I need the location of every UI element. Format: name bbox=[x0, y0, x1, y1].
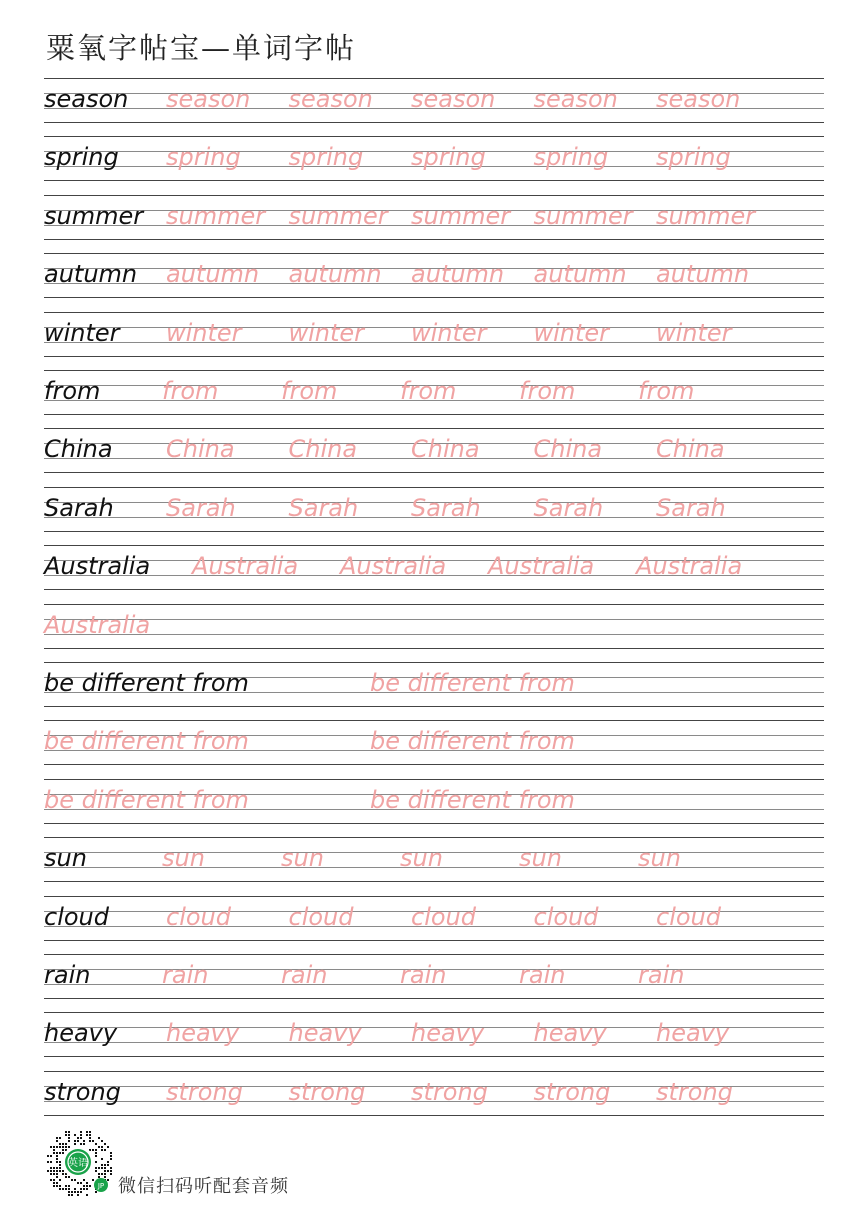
qr-dot bbox=[101, 1173, 103, 1175]
trace-word: autumn bbox=[533, 260, 627, 289]
page-title: 粟氧字帖宝—单词字帖 bbox=[46, 31, 357, 65]
trace-word: cloud bbox=[411, 902, 476, 931]
qr-dot bbox=[56, 1161, 58, 1163]
qr-dot bbox=[89, 1140, 91, 1142]
model-word: rain bbox=[44, 961, 91, 989]
qr-dot bbox=[107, 1170, 109, 1172]
qr-dot bbox=[101, 1149, 103, 1151]
qr-dot bbox=[98, 1146, 100, 1148]
guide-line bbox=[44, 180, 824, 181]
qr-dot bbox=[98, 1176, 100, 1178]
qr-dot bbox=[50, 1167, 52, 1169]
qr-dot bbox=[62, 1143, 64, 1145]
trace-word: Sarah bbox=[288, 493, 359, 522]
trace-word: season bbox=[411, 85, 496, 113]
qr-dot bbox=[56, 1155, 58, 1157]
qr-dot bbox=[62, 1173, 64, 1175]
trace-word: rain bbox=[638, 961, 685, 989]
model-word: spring bbox=[44, 143, 119, 172]
qr-dot bbox=[104, 1170, 106, 1172]
qr-dot bbox=[50, 1170, 52, 1172]
trace-word: summer bbox=[656, 201, 756, 230]
qr-dot bbox=[80, 1191, 82, 1193]
practice-row bbox=[0, 487, 868, 533]
model-word: summer bbox=[44, 201, 144, 230]
qr-dot bbox=[95, 1170, 97, 1172]
trace-word: winter bbox=[656, 318, 732, 347]
qr-dot bbox=[89, 1185, 91, 1187]
qr-dot bbox=[53, 1149, 55, 1151]
guide-line bbox=[44, 604, 824, 605]
qr-dot bbox=[65, 1188, 67, 1190]
trace-word: China bbox=[288, 435, 358, 464]
guide-line bbox=[44, 619, 824, 620]
qr-dot bbox=[62, 1188, 64, 1190]
guide-line bbox=[44, 414, 824, 415]
qr-dot bbox=[62, 1170, 64, 1172]
qr-dot bbox=[104, 1173, 106, 1175]
guide-line bbox=[44, 428, 824, 429]
qr-dot bbox=[77, 1191, 79, 1193]
trace-word: season bbox=[533, 85, 618, 113]
qr-dot bbox=[104, 1164, 106, 1166]
qr-dot bbox=[71, 1194, 73, 1196]
trace-word: heavy bbox=[656, 1019, 730, 1048]
qr-dot bbox=[110, 1173, 112, 1175]
trace-word: winter bbox=[166, 318, 242, 347]
qr-dot bbox=[107, 1146, 109, 1148]
trace-word: summer bbox=[288, 201, 388, 230]
trace-word: sun bbox=[281, 844, 324, 873]
qr-dot bbox=[74, 1188, 76, 1190]
practice-row bbox=[0, 1012, 868, 1058]
trace-word: China bbox=[533, 435, 603, 464]
trace-word: rain bbox=[281, 961, 328, 989]
qr-dot bbox=[74, 1134, 76, 1136]
qr-dot bbox=[65, 1143, 67, 1145]
trace-word: summer bbox=[411, 201, 511, 230]
trace-word: strong bbox=[166, 1077, 243, 1106]
qr-dot bbox=[86, 1185, 88, 1187]
qr-dot bbox=[80, 1137, 82, 1139]
qr-dot bbox=[83, 1143, 85, 1145]
qr-dot bbox=[65, 1185, 67, 1187]
qr-dot bbox=[56, 1182, 58, 1184]
trace-word: China bbox=[656, 435, 725, 464]
qr-dot bbox=[83, 1188, 85, 1190]
guide-line bbox=[44, 195, 824, 196]
qr-dot bbox=[65, 1176, 67, 1178]
practice-row bbox=[0, 312, 868, 358]
qr-dot bbox=[50, 1173, 52, 1175]
guide-line bbox=[44, 896, 824, 897]
qr-dot bbox=[68, 1131, 70, 1133]
model-word: strong bbox=[44, 1077, 121, 1106]
qr-dot bbox=[59, 1143, 61, 1145]
qr-dot bbox=[74, 1140, 76, 1142]
qr-dot bbox=[74, 1191, 76, 1193]
qr-dot bbox=[56, 1146, 58, 1148]
qr-dot bbox=[50, 1161, 52, 1163]
trace-word: Australia bbox=[636, 552, 743, 581]
practice-row bbox=[0, 779, 868, 825]
trace-word: Sarah bbox=[166, 493, 236, 522]
guide-line bbox=[44, 634, 824, 635]
guide-line bbox=[44, 1115, 824, 1116]
trace-word: summer bbox=[533, 201, 633, 230]
guide-line bbox=[44, 648, 824, 649]
qr-dot bbox=[101, 1164, 103, 1166]
qr-dot bbox=[77, 1182, 79, 1184]
trace-word: from bbox=[519, 377, 576, 405]
model-word: season bbox=[44, 85, 129, 113]
qr-dot bbox=[86, 1134, 88, 1136]
qr-dot bbox=[86, 1194, 88, 1196]
guide-line bbox=[44, 998, 824, 999]
qr-dot bbox=[83, 1179, 85, 1181]
guide-line bbox=[44, 356, 824, 357]
qr-dot bbox=[56, 1185, 58, 1187]
trace-word: sun bbox=[400, 844, 443, 873]
guide-line bbox=[44, 297, 824, 298]
qr-dot bbox=[95, 1143, 97, 1145]
qr-dot bbox=[68, 1191, 70, 1193]
qr-dot bbox=[68, 1146, 70, 1148]
trace-word: Sarah bbox=[411, 493, 481, 522]
qr-dot bbox=[59, 1164, 61, 1166]
guide-line bbox=[44, 764, 824, 765]
qr-dot bbox=[59, 1185, 61, 1187]
qr-dot bbox=[80, 1131, 82, 1133]
trace-word: heavy bbox=[533, 1019, 607, 1048]
trace-word: spring bbox=[411, 143, 486, 172]
practice-row bbox=[0, 253, 868, 299]
qr-dot bbox=[56, 1167, 58, 1169]
qr-dot bbox=[95, 1149, 97, 1151]
practice-row bbox=[0, 195, 868, 241]
qr-dot bbox=[59, 1146, 61, 1148]
qr-dot bbox=[110, 1170, 112, 1172]
qr-dot bbox=[95, 1155, 97, 1157]
qr-dot bbox=[68, 1185, 70, 1187]
trace-word: season bbox=[656, 85, 741, 113]
qr-dot bbox=[110, 1155, 112, 1157]
qr-corner-label: JP bbox=[97, 1182, 105, 1190]
qr-dot bbox=[53, 1185, 55, 1187]
model-word: heavy bbox=[44, 1019, 118, 1048]
model-word: be different from bbox=[44, 669, 249, 697]
guide-line bbox=[44, 940, 824, 941]
trace-word: spring bbox=[656, 143, 731, 172]
qr-dot bbox=[68, 1194, 70, 1196]
trace-word: winter bbox=[288, 318, 365, 347]
trace-word: be different from bbox=[370, 727, 575, 756]
qr-dot bbox=[68, 1188, 70, 1190]
guide-line bbox=[44, 662, 824, 663]
qr-dot bbox=[80, 1188, 82, 1190]
guide-line bbox=[44, 823, 824, 824]
practice-row bbox=[0, 954, 868, 1000]
trace-word: rain bbox=[400, 961, 447, 989]
guide-line bbox=[44, 589, 824, 590]
practice-row bbox=[0, 370, 868, 416]
qr-dot bbox=[59, 1137, 61, 1139]
qr-dot bbox=[80, 1143, 82, 1145]
trace-word: heavy bbox=[411, 1019, 485, 1048]
trace-word: heavy bbox=[166, 1019, 240, 1048]
qr-dot bbox=[83, 1185, 85, 1187]
guide-line bbox=[44, 531, 824, 532]
qr-dot bbox=[86, 1188, 88, 1190]
guide-line bbox=[44, 136, 824, 137]
qr-dot bbox=[92, 1179, 94, 1181]
qr-dot bbox=[101, 1146, 103, 1148]
qr-dot bbox=[62, 1146, 64, 1148]
trace-word: cloud bbox=[533, 902, 599, 931]
qr-dot bbox=[53, 1182, 55, 1184]
qr-dot bbox=[47, 1170, 49, 1172]
qr-dot bbox=[80, 1182, 82, 1184]
trace-word: winter bbox=[533, 318, 610, 347]
practice-row bbox=[0, 720, 868, 766]
qr-dot bbox=[77, 1137, 79, 1139]
qr-dot bbox=[56, 1140, 58, 1142]
qr-dot bbox=[110, 1158, 112, 1160]
trace-word: from bbox=[162, 377, 219, 405]
qr-dot bbox=[74, 1179, 76, 1181]
trace-word: from bbox=[400, 377, 457, 405]
qr-dot bbox=[53, 1170, 55, 1172]
trace-word: Australia bbox=[340, 552, 447, 581]
trace-word: cloud bbox=[166, 902, 231, 931]
trace-word: winter bbox=[411, 318, 487, 347]
qr-dot bbox=[68, 1137, 70, 1139]
trace-word: autumn bbox=[288, 260, 382, 289]
qr-dot bbox=[50, 1179, 52, 1181]
trace-word: Sarah bbox=[533, 493, 604, 522]
trace-word: be different from bbox=[370, 785, 575, 814]
qr-dot bbox=[89, 1134, 91, 1136]
trace-word: strong bbox=[288, 1077, 366, 1106]
trace-word: Australia bbox=[488, 552, 595, 581]
qr-dot bbox=[98, 1167, 100, 1169]
qr-dot bbox=[62, 1149, 64, 1151]
trace-word: China bbox=[411, 435, 480, 464]
trace-word: Australia bbox=[44, 610, 151, 639]
qr-dot bbox=[92, 1140, 94, 1142]
qr-dot bbox=[68, 1134, 70, 1136]
trace-word: spring bbox=[288, 143, 364, 172]
qr-code-icon[interactable] bbox=[42, 1126, 114, 1198]
qr-dot bbox=[56, 1173, 58, 1175]
trace-word: from bbox=[638, 377, 695, 405]
qr-dot bbox=[107, 1161, 109, 1163]
guide-line bbox=[44, 954, 824, 955]
qr-dot bbox=[89, 1137, 91, 1139]
practice-row bbox=[0, 662, 868, 708]
qr-badge-label: 英语 bbox=[68, 1158, 88, 1169]
practice-row bbox=[0, 837, 868, 883]
qr-dot bbox=[68, 1176, 70, 1178]
trace-word: be different from bbox=[44, 785, 249, 814]
qr-dot bbox=[59, 1179, 61, 1181]
guide-line bbox=[44, 312, 824, 313]
qr-dot bbox=[56, 1152, 58, 1154]
trace-word: spring bbox=[166, 143, 241, 172]
qr-dot bbox=[95, 1167, 97, 1169]
qr-dot bbox=[104, 1176, 106, 1178]
qr-dot bbox=[98, 1137, 100, 1139]
qr-dot bbox=[59, 1188, 61, 1190]
qr-dot bbox=[74, 1143, 76, 1145]
guide-line bbox=[44, 472, 824, 473]
qr-dot bbox=[53, 1146, 55, 1148]
model-word: China bbox=[44, 435, 113, 464]
model-word: sun bbox=[44, 844, 87, 873]
model-word: from bbox=[44, 377, 101, 405]
qr-dot bbox=[86, 1182, 88, 1184]
qr-dot bbox=[77, 1140, 79, 1142]
trace-word: strong bbox=[533, 1077, 611, 1106]
trace-word: autumn bbox=[166, 260, 260, 289]
practice-row bbox=[0, 136, 868, 182]
qr-dot bbox=[92, 1149, 94, 1151]
trace-word: be different from bbox=[370, 669, 575, 697]
practice-row bbox=[0, 428, 868, 474]
guide-line bbox=[44, 720, 824, 721]
trace-word: from bbox=[281, 377, 338, 405]
qr-dot bbox=[101, 1140, 103, 1142]
guide-line bbox=[44, 1056, 824, 1057]
trace-word: cloud bbox=[288, 902, 354, 931]
qr-dot bbox=[53, 1173, 55, 1175]
model-word: Sarah bbox=[44, 493, 114, 522]
trace-word: strong bbox=[411, 1077, 488, 1106]
practice-row bbox=[0, 604, 868, 650]
qr-dot bbox=[56, 1158, 58, 1160]
guide-line bbox=[44, 881, 824, 882]
qr-dot bbox=[65, 1131, 67, 1133]
qr-dot bbox=[53, 1167, 55, 1169]
qr-dot bbox=[65, 1134, 67, 1136]
qr-dot bbox=[47, 1161, 49, 1163]
qr-dot bbox=[59, 1167, 61, 1169]
guide-line bbox=[44, 78, 824, 79]
qr-dot bbox=[50, 1155, 52, 1157]
practice-row bbox=[0, 545, 868, 591]
trace-word: rain bbox=[162, 961, 209, 989]
trace-word: Sarah bbox=[656, 493, 726, 522]
qr-dot bbox=[98, 1173, 100, 1175]
qr-dot bbox=[95, 1152, 97, 1154]
qr-dot bbox=[53, 1152, 55, 1154]
footer bbox=[40, 1126, 440, 1202]
qr-dot bbox=[107, 1179, 109, 1181]
guide-line bbox=[44, 239, 824, 240]
qr-dot bbox=[56, 1176, 58, 1178]
model-word: cloud bbox=[44, 902, 109, 931]
qr-dot bbox=[104, 1149, 106, 1151]
qr-dot bbox=[104, 1143, 106, 1145]
qr-dot bbox=[59, 1152, 61, 1154]
qr-dot bbox=[80, 1134, 82, 1136]
guide-line bbox=[44, 545, 824, 546]
guide-line bbox=[44, 1071, 824, 1072]
practice-row bbox=[0, 1071, 868, 1117]
qr-dot bbox=[83, 1140, 85, 1142]
qr-dot bbox=[56, 1170, 58, 1172]
trace-word: cloud bbox=[656, 902, 721, 931]
qr-dot bbox=[107, 1164, 109, 1166]
trace-word: spring bbox=[533, 143, 609, 172]
model-word: Australia bbox=[44, 552, 151, 581]
guide-line bbox=[44, 487, 824, 488]
guide-line bbox=[44, 706, 824, 707]
guide-line bbox=[44, 122, 824, 123]
qr-dot bbox=[110, 1167, 112, 1169]
practice-row bbox=[0, 78, 868, 124]
trace-word: season bbox=[288, 85, 373, 113]
qr-dot bbox=[110, 1152, 112, 1154]
qr-dot bbox=[101, 1167, 103, 1169]
qr-dot bbox=[59, 1170, 61, 1172]
qr-dot bbox=[59, 1161, 61, 1163]
qr-dot bbox=[104, 1167, 106, 1169]
qr-dot bbox=[50, 1146, 52, 1148]
guide-line bbox=[44, 779, 824, 780]
trace-word: sun bbox=[519, 844, 562, 873]
qr-dot bbox=[62, 1152, 64, 1154]
qr-dot bbox=[101, 1158, 103, 1160]
qr-dot bbox=[71, 1191, 73, 1193]
trace-word: summer bbox=[166, 201, 266, 230]
trace-word: autumn bbox=[411, 260, 505, 289]
qr-dot bbox=[77, 1194, 79, 1196]
trace-word: China bbox=[166, 435, 235, 464]
practice-row bbox=[0, 896, 868, 942]
trace-word: sun bbox=[638, 844, 681, 873]
model-word: autumn bbox=[44, 260, 138, 289]
qr-dot bbox=[56, 1137, 58, 1139]
guide-line bbox=[44, 837, 824, 838]
trace-word: strong bbox=[656, 1077, 733, 1106]
guide-line bbox=[44, 253, 824, 254]
trace-word: heavy bbox=[288, 1019, 362, 1048]
qr-dot bbox=[89, 1131, 91, 1133]
trace-word: autumn bbox=[656, 260, 750, 289]
qr-dot bbox=[86, 1131, 88, 1133]
qr-dot bbox=[47, 1155, 49, 1157]
trace-word: rain bbox=[519, 961, 566, 989]
qr-dot bbox=[65, 1146, 67, 1148]
qr-dot bbox=[68, 1140, 70, 1142]
trace-word: be different from bbox=[44, 727, 249, 756]
trace-word: sun bbox=[162, 844, 205, 873]
guide-line bbox=[44, 370, 824, 371]
qr-dot bbox=[53, 1179, 55, 1181]
qr-dot bbox=[71, 1179, 73, 1181]
qr-dot bbox=[95, 1161, 97, 1163]
trace-word: Australia bbox=[192, 552, 299, 581]
scan-instruction: 微信扫码听配套音频 bbox=[118, 1176, 289, 1197]
qr-dot bbox=[95, 1191, 97, 1193]
guide-line bbox=[44, 1012, 824, 1013]
model-word: winter bbox=[44, 318, 120, 347]
trace-word: season bbox=[166, 85, 251, 113]
